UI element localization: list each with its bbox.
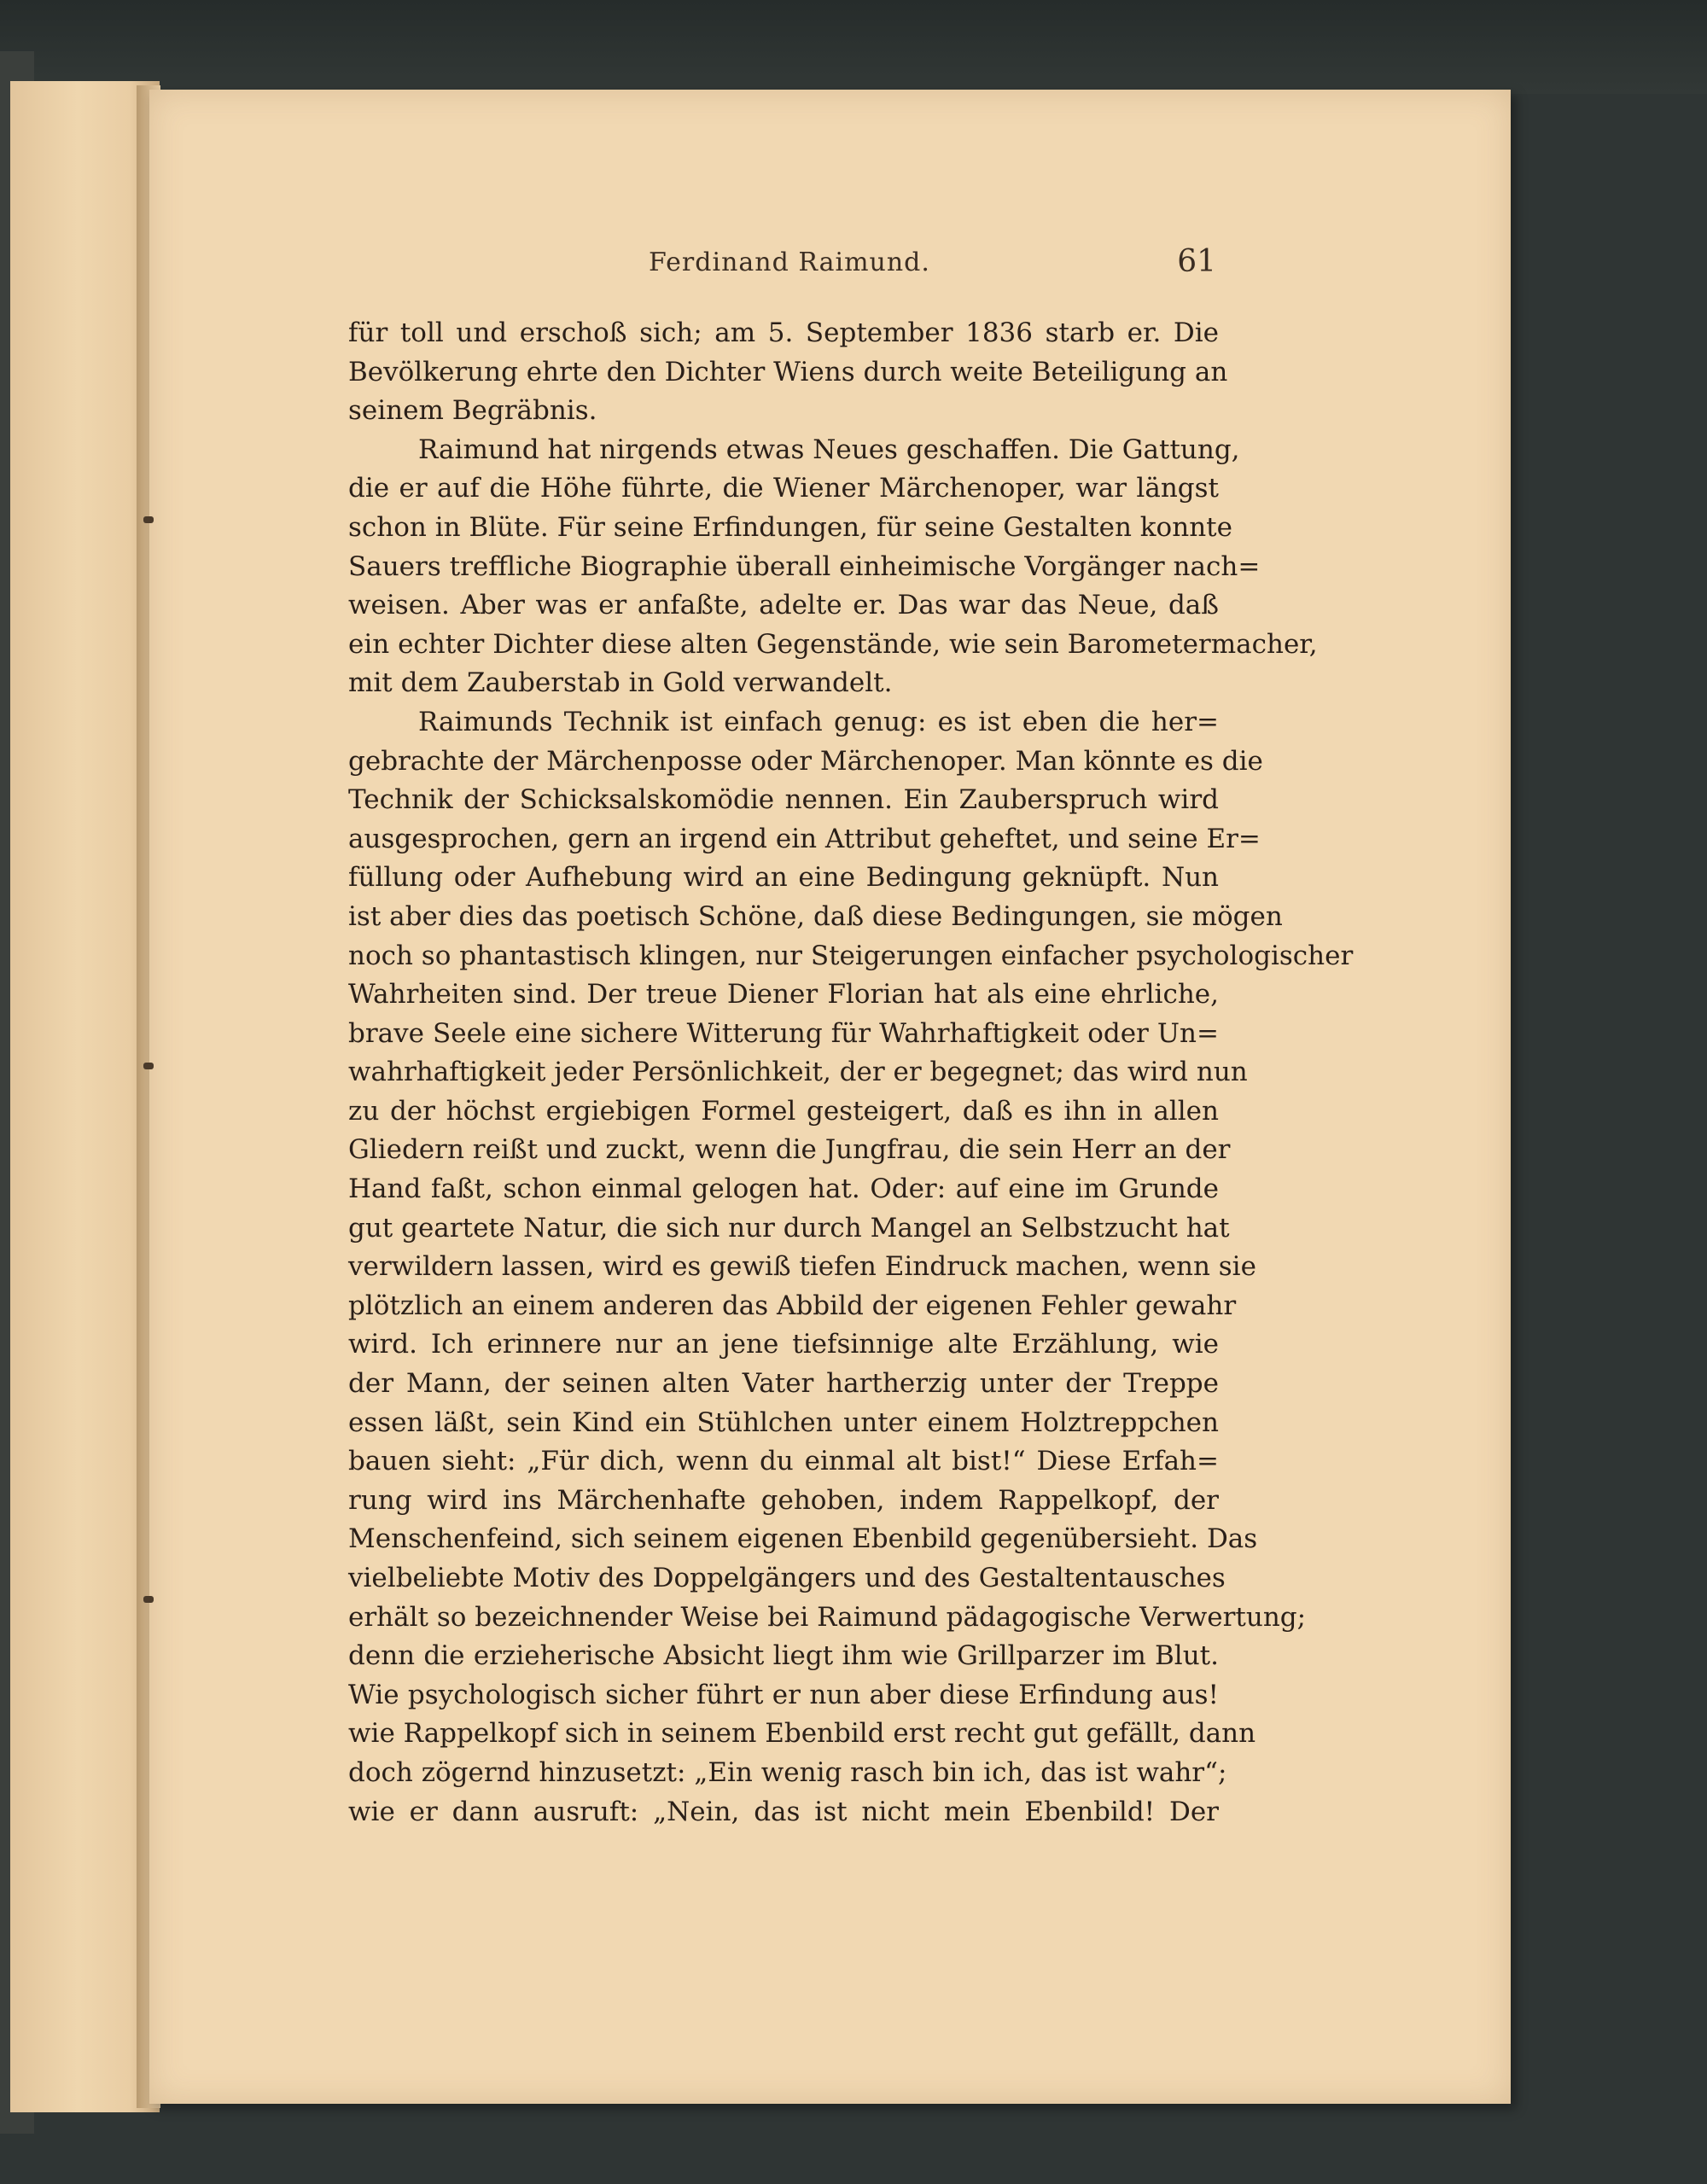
- text-line: füllung oder Aufhebung wird an eine Bedingung geknüpft. Nun: [348, 862, 1219, 894]
- text-line: wird. Ich erinnere nur an jene tiefsinnige alte Erzählung, wie: [348, 1329, 1219, 1360]
- background-top: [0, 0, 1707, 94]
- text-line: Gliedern reißt und zuckt, wenn die Jungfrau, die sein Herr an der: [348, 1134, 1231, 1166]
- text-line: Bevölkerung ehrte den Dichter Wiens durch weite Beteiligung an: [348, 356, 1228, 387]
- text-line: Raimund hat nirgends etwas Neues geschaffen. Die Gattung,: [418, 434, 1240, 465]
- text-line: Menschenfeind, sich seinem eigenen Ebenbild gegenübersieht. Das: [348, 1523, 1258, 1555]
- text-line: Wahrheiten sind. Der treue Diener Florian hat als eine ehrliche,: [348, 979, 1219, 1010]
- text-line: noch so phantastisch klingen, nur Steigerungen einfacher psychologischer: [348, 940, 1354, 971]
- text-line: seinem Begräbnis.: [348, 395, 597, 427]
- text-line: gebrachte der Märchenposse oder Märchenoper. Man könnte es die: [348, 745, 1263, 777]
- text-line: doch zögernd hinzusetzt: „Ein wenig rasch bin ich, das ist wahr“;: [348, 1756, 1227, 1788]
- text-line: ausgesprochen, gern an irgend ein Attribut geheftet, und seine Er=: [348, 823, 1261, 854]
- text-line: essen läßt, sein Kind ein Stühlchen unter einem Holztreppchen: [348, 1406, 1219, 1438]
- text-line: weisen. Aber was er anfaßte, adelte er. Das war das Neue, daß: [348, 590, 1219, 621]
- text-line: rung wird ins Märchenhafte gehoben, indem Rappelkopf, der: [348, 1484, 1219, 1516]
- text-line: brave Seele eine sichere Witterung für Wahrhaftigkeit oder Un=: [348, 1017, 1219, 1049]
- text-line: vielbeliebte Motiv des Doppelgängers und des Gestaltentausches: [348, 1563, 1226, 1593]
- binding-thread: [143, 516, 154, 523]
- page-number: 61: [1177, 244, 1216, 279]
- text-line: für toll und erschoß sich; am 5. September 1836 starb er. Die: [348, 317, 1219, 348]
- body-text: [348, 314, 1354, 1832]
- text-line: ist aber dies das poetisch Schöne, daß diese Bedingungen, sie mögen: [348, 900, 1283, 932]
- text-line: der Mann, der seinen alten Vater hartherzig unter der Treppe: [348, 1368, 1219, 1400]
- text-line: zu der höchst ergiebigen Formel gesteigert, daß es ihn in allen: [348, 1095, 1219, 1127]
- binding-thread: [143, 1596, 154, 1603]
- text-line: plötzlich an einem anderen das Abbild der eigenen Fehler gewahr: [348, 1290, 1237, 1321]
- running-head: [256, 244, 1216, 290]
- text-line: Wie psychologisch sicher führt er nun aber diese Erfindung aus!: [348, 1679, 1219, 1710]
- text-line: Hand faßt, schon einmal gelogen hat. Oder: auf eine im Grunde: [348, 1174, 1219, 1205]
- text-line: Sauers treffliche Biographie überall einheimische Vorgänger nach=: [348, 550, 1261, 582]
- running-head-title: Ferdinand Raimund.: [649, 248, 930, 277]
- text-line: Raimunds Technik ist einfach genug: es ist eben die her=: [418, 706, 1219, 737]
- text-line: ein echter Dichter diese alten Gegenstände, wie sein Barometermacher,: [348, 628, 1318, 660]
- binding-thread: [143, 1063, 154, 1069]
- text-line: schon in Blüte. Für seine Erfindungen, für seine Gestalten konnte: [348, 511, 1232, 543]
- text-line: verwildern lassen, wird es gewiß tiefen Eindruck machen, wenn sie: [348, 1251, 1256, 1283]
- text-line: die er auf die Höhe führte, die Wiener Märchenoper, war längst: [348, 473, 1219, 504]
- text-line: gut geartete Natur, die sich nur durch Mangel an Selbstzucht hat: [348, 1212, 1230, 1243]
- text-line: mit dem Zauberstab in Gold verwandelt.: [348, 667, 893, 699]
- text-line: bauen sieht: „Für dich, wenn du einmal alt bist!“ Diese Erfah=: [348, 1446, 1219, 1477]
- text-line: wie Rappelkopf sich in seinem Ebenbild erst recht gut gefällt, dann: [348, 1718, 1256, 1750]
- text-line: denn die erzieherische Absicht liegt ihm wie Grillparzer im Blut.: [348, 1640, 1219, 1672]
- text-line: Technik der Schicksalskomödie nennen. Ein Zauberspruch wird: [348, 784, 1219, 816]
- text-line: erhält so bezeichnender Weise bei Raimund pädagogische Verwertung;: [348, 1601, 1307, 1633]
- text-line: wie er dann ausruft: „Nein, das ist nicht mein Ebenbild! Der: [348, 1796, 1219, 1827]
- text-line: wahrhaftigkeit jeder Persönlichkeit, der er begegnet; das wird nun: [348, 1057, 1248, 1088]
